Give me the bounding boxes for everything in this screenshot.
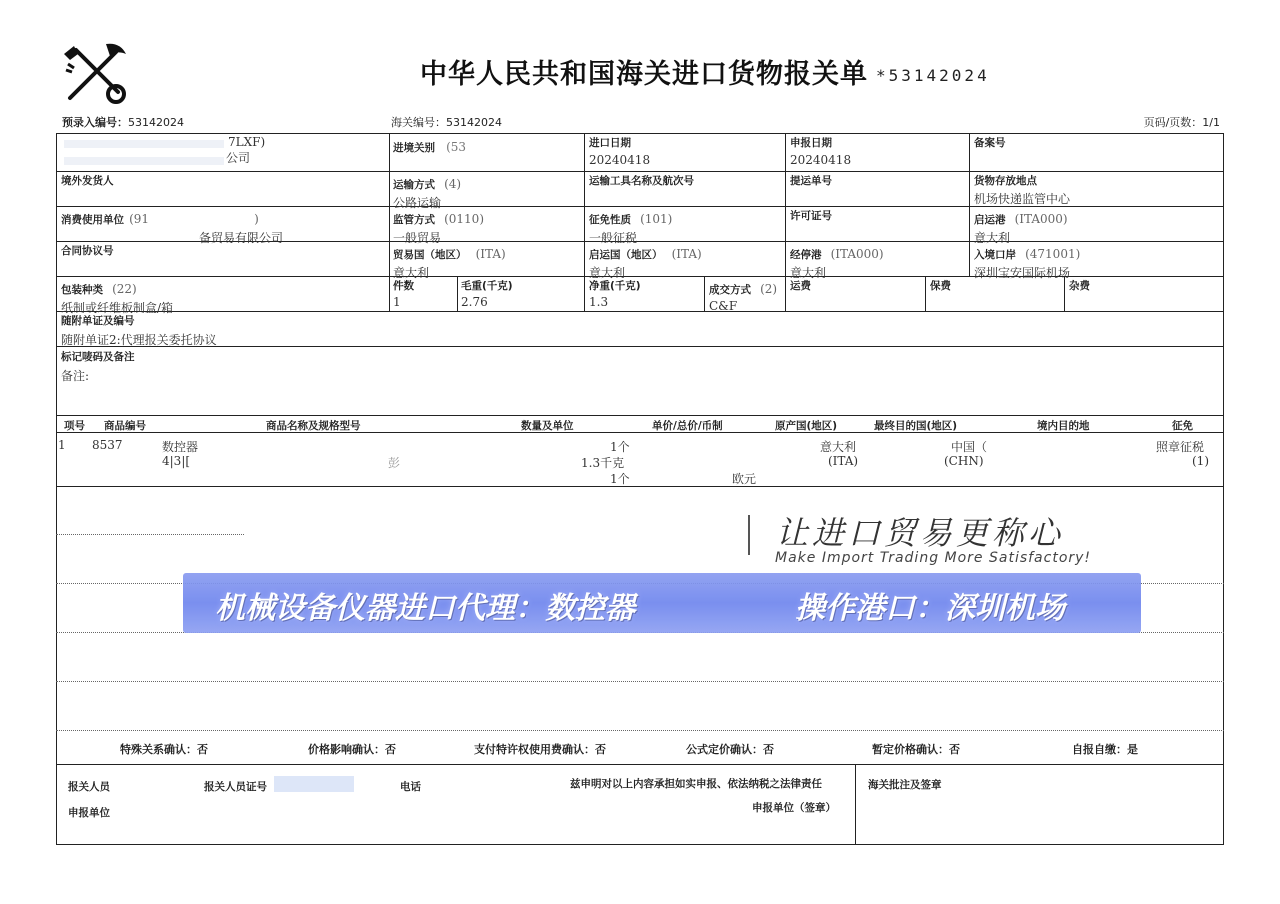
redaction-mask (64, 140, 224, 148)
trade-country-label: 贸易国（地区） (393, 249, 467, 261)
col-header-destination: 最终目的国(地区) (874, 420, 958, 432)
bill-label: 提运单号 (790, 175, 832, 187)
slogan-english: Make Import Trading More Satisfactory! (775, 550, 1092, 566)
entry-port-cell (974, 243, 1080, 281)
stop-port-label: 经停港 (790, 249, 822, 261)
row-divider (56, 171, 1224, 172)
col-divider (1064, 276, 1065, 311)
package-label: 包装种类 (61, 284, 103, 296)
banner-product-text: 机械设备仪器进口代理：数控器 (215, 591, 635, 626)
goods-spec: 4|3|[ (162, 454, 191, 468)
origin-country-value: 意大利 (589, 266, 626, 280)
import-date-value: 20240418 (589, 153, 651, 167)
goods-currency: 欧元 (732, 472, 757, 486)
marks-label: 标记唛码及备注 (61, 351, 135, 363)
marks-value: 备注: (61, 369, 90, 383)
record-no-cell (974, 135, 1006, 150)
col-divider (457, 276, 458, 311)
col-header-domestic-dest: 境内目的地 (1037, 420, 1090, 432)
origin-country-cell (589, 243, 702, 281)
provisional-price-confirm: 暂定价格确认：否 (872, 743, 960, 756)
transport-mode-code: (4) (444, 177, 462, 191)
goods-dotted-line (56, 730, 1224, 731)
entry-customs-cell (393, 136, 466, 155)
license-cell (790, 208, 832, 223)
customs-approval-label: 海关批注及签章 (868, 779, 942, 791)
price-impact-confirm: 价格影响确认：否 (308, 743, 396, 756)
contract-label: 合同协议号 (61, 245, 114, 257)
declare-unit-seal: 申报单位（签章） (752, 802, 836, 814)
storage-cell (974, 173, 1070, 207)
package-value: 纸制或纤维板制盒/箱 (61, 301, 174, 315)
pre-entry-value: 53142024 (128, 116, 184, 129)
col-header-price: 单价/总价/币制 (652, 420, 723, 432)
col-header-levy: 征免 (1172, 420, 1193, 432)
levy-nature-value: 一般征税 (589, 231, 638, 245)
col-divider (855, 764, 856, 845)
misc-fee-label: 杂费 (1069, 280, 1090, 292)
docs-value: 随附单证2:代理报关委托协议 (61, 333, 217, 347)
marks-cell (61, 349, 135, 384)
departure-port-code: (ITA000) (1014, 212, 1068, 226)
entry-port-value: 深圳宝安国际机场 (974, 266, 1071, 280)
legal-statement: 兹申明对以上内容承担如实申报、依法纳税之法律责任 (570, 778, 822, 790)
levy-nature-code: (101) (640, 212, 673, 226)
supervision-label: 监管方式 (393, 214, 435, 226)
levy-nature-cell (589, 208, 672, 246)
customs-no-value: 53142024 (446, 116, 502, 129)
pre-entry-label: 预录入编号： (62, 116, 128, 129)
formula-price-confirm: 公式定价确认：否 (686, 743, 774, 756)
col-divider (389, 133, 390, 311)
goods-qty-1: 1个 (610, 440, 630, 454)
package-cell (61, 278, 173, 316)
consumer-code: (91 (129, 212, 150, 226)
goods-name: 数控器 (162, 440, 199, 454)
slogan-chinese: 让进口贸易更称心 (776, 514, 1065, 552)
transport-mode-label: 运输方式 (393, 179, 435, 191)
trade-country-cell (393, 243, 506, 281)
declare-date-label: 申报日期 (790, 137, 832, 149)
col-header-name-spec: 商品名称及规格型号 (266, 420, 361, 432)
departure-port-value: 意大利 (974, 231, 1011, 245)
phone-label: 电话 (400, 781, 421, 793)
goods-origin-code: (ITA) (828, 454, 859, 468)
goods-dotted-line (56, 681, 1224, 682)
gross-weight-label: 毛重(千克) (461, 280, 513, 292)
vehicle-label: 运输工具名称及航次号 (589, 175, 694, 187)
entry-port-code: (471001) (1025, 247, 1081, 261)
col-header-hs-code: 商品编号 (104, 420, 146, 432)
stop-port-code: (ITA000) (830, 247, 884, 261)
declare-date-cell (790, 135, 851, 167)
gross-weight-cell (461, 278, 513, 309)
package-code: (22) (112, 282, 137, 296)
col-divider (704, 276, 705, 311)
stop-port-value: 意大利 (790, 266, 827, 280)
goods-qty-3: 1个 (610, 472, 630, 486)
pieces-cell (393, 278, 414, 309)
col-header-origin: 原产国(地区) (775, 420, 838, 432)
self-pay-confirm: 自报自缴：是 (1072, 743, 1138, 756)
overseas-shipper-cell (61, 173, 114, 188)
row-divider (56, 486, 1224, 487)
deal-mode-cell (709, 278, 777, 313)
trade-country-code: (ITA) (475, 247, 506, 261)
consumer-label: 消费使用单位 (61, 214, 124, 226)
origin-country-code: (ITA) (671, 247, 702, 261)
row-divider (56, 415, 1224, 416)
customs-emblem-logo (60, 40, 130, 108)
row-divider (56, 346, 1224, 347)
customs-number (391, 114, 502, 130)
goods-hs-code: 8537 (92, 438, 123, 452)
net-weight-cell (589, 278, 641, 309)
col-divider (584, 133, 585, 311)
goods-spec-tail: 彭 (388, 456, 401, 470)
special-relation-confirm: 特殊关系确认：否 (120, 743, 208, 756)
transport-mode-cell (393, 173, 461, 211)
freight-cell (790, 278, 811, 293)
slogan-divider (748, 515, 750, 555)
consumer-name: 备贸易有限公司 (199, 231, 284, 245)
consignee-code: 7LXF) (228, 135, 266, 149)
insurance-cell (930, 278, 951, 293)
storage-value: 机场快递监管中心 (974, 192, 1071, 206)
pieces-value: 1 (393, 295, 401, 309)
col-divider (785, 133, 786, 311)
bill-cell (790, 173, 832, 188)
redaction-mask (274, 776, 354, 792)
page-count: 页码/页数：1/1 (1143, 116, 1220, 129)
banner-port-text: 操作港口：深圳机场 (795, 591, 1065, 626)
origin-country-label: 启运国（地区） (589, 249, 663, 261)
transport-mode-value: 公路运输 (393, 196, 442, 210)
goods-item-no: 1 (58, 438, 66, 452)
departure-port-label: 启运港 (974, 214, 1006, 226)
goods-dest-code: (CHN) (944, 454, 984, 468)
contract-cell (61, 243, 114, 258)
license-label: 许可证号 (790, 210, 832, 222)
redaction-mask (64, 157, 224, 165)
trade-country-value: 意大利 (393, 266, 430, 280)
entry-port-label: 入境口岸 (974, 249, 1016, 261)
promo-banner (183, 573, 1141, 633)
consumer-cell (61, 208, 386, 246)
import-date-cell (589, 135, 650, 167)
vehicle-cell (589, 173, 694, 188)
record-no-label: 备案号 (974, 137, 1006, 149)
stop-port-cell (790, 243, 884, 281)
net-weight-value: 1.3 (589, 295, 609, 309)
import-date-label: 进口日期 (589, 137, 631, 149)
goods-dotted-line (56, 534, 244, 535)
insurance-label: 保费 (930, 280, 951, 292)
deal-mode-value: C&F (709, 299, 738, 313)
declare-date-value: 20240418 (790, 153, 852, 167)
goods-dest-name: 中国（ (951, 440, 988, 454)
deal-mode-code: (2) (760, 282, 778, 296)
levy-nature-label: 征免性质 (589, 214, 631, 226)
entry-customs-value: (53 (446, 140, 467, 154)
deal-mode-label: 成交方式 (709, 284, 751, 296)
goods-levy-name: 照章征税 (1156, 440, 1205, 454)
declare-unit-label: 申报单位 (68, 807, 110, 819)
consumer-code-end: ) (254, 212, 259, 226)
col-divider (969, 133, 970, 276)
gross-weight-value: 2.76 (461, 295, 488, 309)
barcode-number: *53142024 (876, 66, 990, 85)
entry-customs-label: 进境关别 (393, 142, 435, 154)
col-header-quantity: 数量及单位 (521, 420, 574, 432)
col-header-item-no: 项号 (64, 420, 85, 432)
goods-levy-code: (1) (1192, 454, 1209, 468)
supervision-value: 一般贸易 (393, 231, 442, 245)
net-weight-label: 净重(千克) (589, 280, 641, 292)
storage-label: 货物存放地点 (974, 175, 1037, 187)
goods-origin-name: 意大利 (820, 440, 857, 454)
supervision-cell (393, 208, 484, 246)
supervision-code: (0110) (444, 212, 484, 226)
pre-entry-number (62, 114, 184, 130)
pieces-label: 件数 (393, 280, 414, 292)
form-title: 中华人民共和国海关进口货物报关单 (420, 59, 868, 90)
row-divider (56, 311, 1224, 312)
row-divider (56, 764, 1224, 765)
declarant-label: 报关人员 (68, 781, 110, 793)
col-divider (925, 276, 926, 311)
overseas-shipper-label: 境外发货人 (61, 175, 114, 187)
customs-no-label: 海关编号： (391, 116, 446, 129)
departure-port-cell (974, 208, 1068, 246)
docs-label: 随附单证及编号 (61, 315, 135, 327)
docs-cell (61, 313, 217, 348)
misc-fee-cell (1069, 278, 1090, 293)
freight-label: 运费 (790, 280, 811, 292)
declarant-cert-label: 报关人员证号 (204, 781, 267, 793)
goods-qty-2: 1.3千克 (581, 456, 625, 470)
consignee-name: 公司 (226, 151, 251, 165)
royalty-confirm: 支付特许权使用费确认：否 (474, 743, 606, 756)
